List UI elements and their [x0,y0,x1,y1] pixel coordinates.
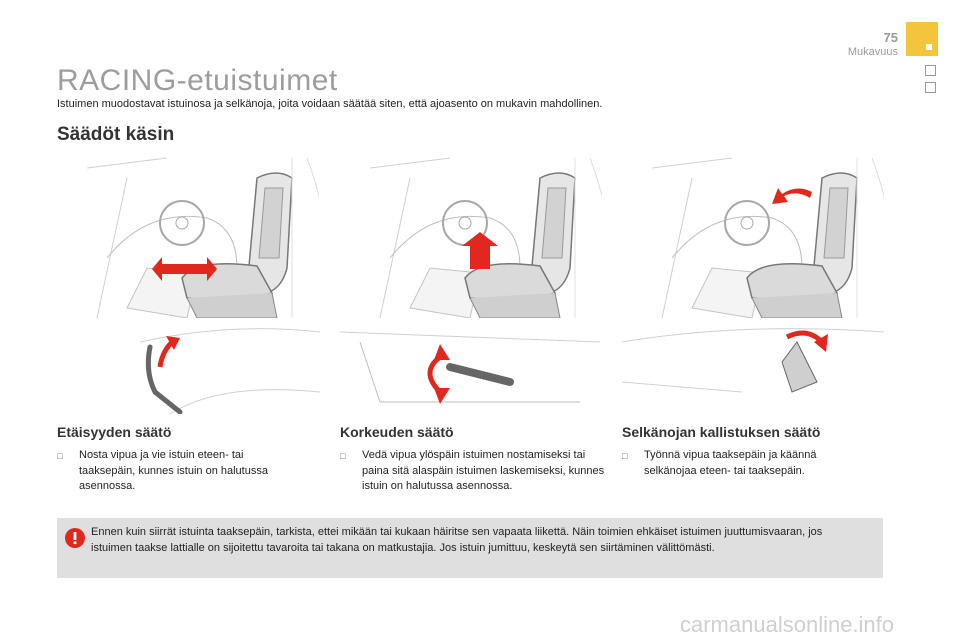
height-instruction: □ Vedä vipua ylöspäin istuimen nostamiseksi tai paina sitä alaspäin istuimen laskemiseksi, kunnes istuin on halutussa asennossa. [340,449,605,492]
page-title: RACING-etuistuimet [57,64,338,97]
backrest-heading: Selkänojan kallistuksen säätö [622,424,821,440]
distance-heading: Etäisyyden säätö [57,424,172,440]
warning-box [57,518,883,578]
seat-height-illustration [340,154,602,318]
section-heading: Säädöt käsin [57,124,175,145]
backrest-tilt-illustration [622,154,884,318]
seat-distance-illustration [57,154,319,318]
seat-height-lever-illustration [340,322,602,414]
seat-distance-lever-illustration [140,322,320,414]
page-number: 75 [883,30,898,45]
intro-text: Istuimen muodostavat istuinosa ja selkänoja, joita voidaan säätää siten, että ajoasento on mukavin mahdollinen. [57,98,603,110]
bullet-checkbox-icon: □ [340,451,346,461]
distance-instruction: □ Nosta vipua ja vie istuin eteen- tai taaksepäin, kunnes istuin on halutussa asennossa. [57,449,268,492]
section-tab[interactable] [925,65,936,76]
backrest-lever-illustration [622,322,884,414]
watermark: carmanualsonline.info [680,612,895,637]
warning-exclamation-icon [65,528,85,548]
backrest-instruction: □ Työnnä vipua taaksepäin ja käännä selkänojaa eteen- tai taaksepäin. [622,449,817,477]
warning-text: Ennen kuin siirrät istuinta taaksepäin, tarkista, ettei mikään tai kukaan häiritse sen vapaata liikettä. Näin toimien ehkäiset istuimen juuttumisvaaran, jos istuimen taakse lattialle on sijoitettu tavaroita tai takana on matkustajia. Jos istuin jumittuu, keskeytä sen siirtäminen välittömästi. [91,526,823,554]
height-heading: Korkeuden säätö [340,424,454,440]
section-tab-active[interactable] [906,22,938,56]
section-name: Mukavuus [847,46,898,58]
section-tab[interactable] [925,82,936,93]
bullet-checkbox-icon: □ [57,451,63,461]
bullet-checkbox-icon: □ [622,451,628,461]
